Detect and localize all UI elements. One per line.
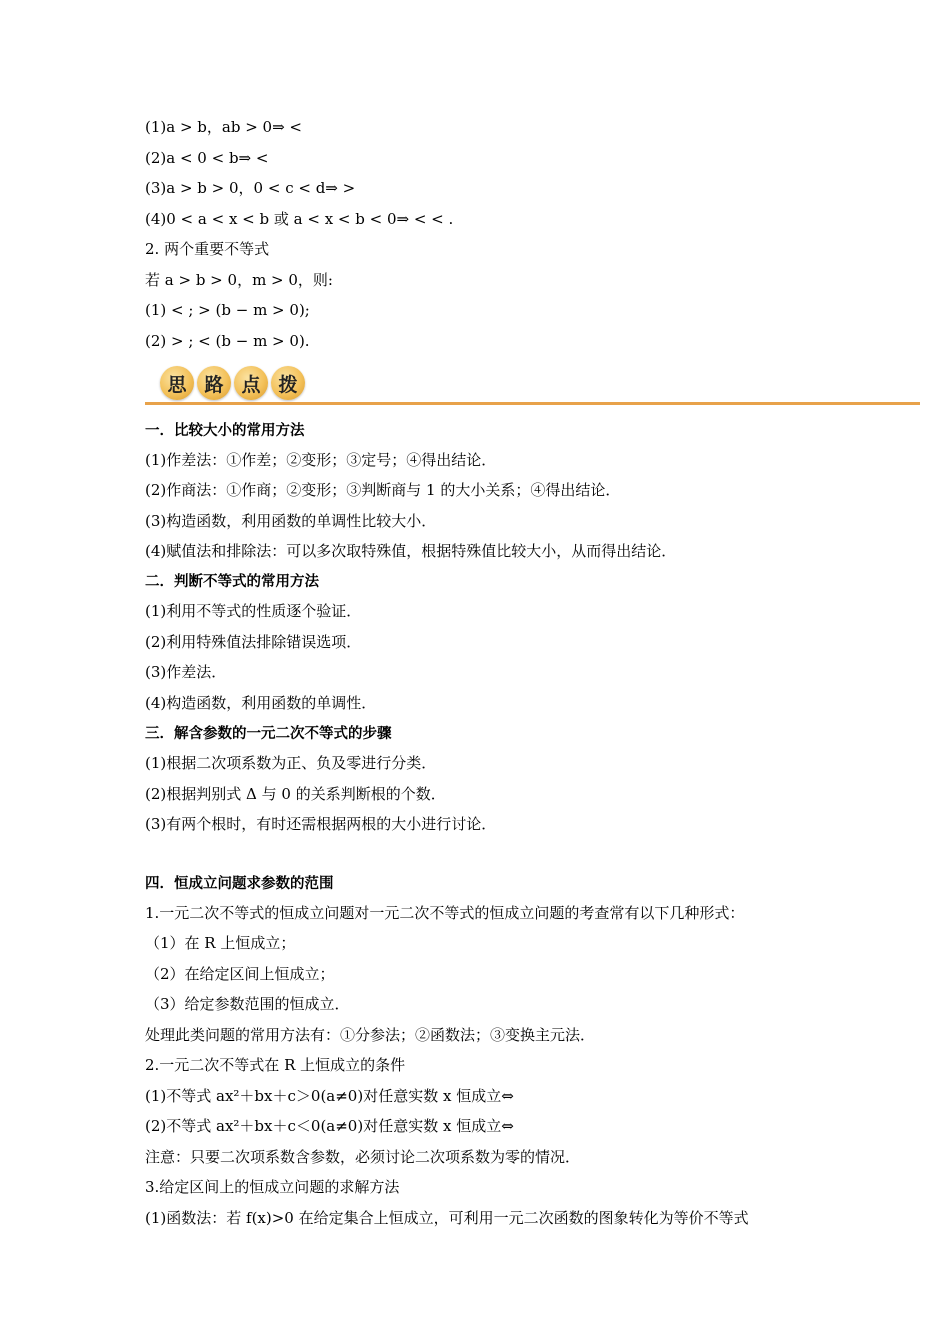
text-line: (1) < ; > (b − m > 0); — [145, 301, 310, 319]
text-line: (3)有两个根时，有时还需根据两根的大小进行讨论． — [145, 815, 497, 833]
banner-char: 点 — [234, 366, 268, 400]
text-line: (2) > ; < (b − m > 0). — [145, 332, 310, 350]
banner-divider — [145, 402, 920, 405]
section-heading: 一．比较大小的常用方法 — [145, 423, 305, 439]
text-line: (2)利用特殊值法排除错误选项． — [145, 633, 362, 651]
text-line: (4)构造函数，利用函数的单调性． — [145, 694, 377, 712]
text-line: 若 a > b > 0，m > 0，则: — [145, 271, 333, 289]
text-line: (1)不等式 ax²＋bx＋c＞0(a≠0)对任意实数 x 恒成立⇔ — [145, 1087, 514, 1105]
text-line: (3)作差法． — [145, 663, 227, 681]
text-line: 2. 两个重要不等式 — [145, 240, 270, 258]
section-heading: 三．解含参数的一元二次不等式的步骤 — [145, 726, 392, 742]
section-heading: 四．恒成立问题求参数的范围 — [145, 876, 334, 892]
text-line: (2)作商法：①作商；②变形；③判断商与 1 的大小关系；④得出结论． — [145, 481, 621, 499]
banner-char: 思 — [160, 366, 194, 400]
text-line: (1)根据二次项系数为正、负及零进行分类． — [145, 754, 437, 772]
text-line: (3)a > b > 0，0 < c < d⇒ > — [145, 179, 356, 197]
text-line: （2）在给定区间上恒成立； — [145, 965, 335, 983]
text-line: (4)0 < a < x < b 或 a < x < b < 0⇒ < < . — [145, 210, 454, 228]
text-line: (1)a > b，ab > 0⇒ < — [145, 118, 302, 136]
section-banner — [160, 363, 308, 403]
section-heading: 二．判断不等式的常用方法 — [145, 574, 319, 590]
text-line: 3.给定区间上的恒成立问题的求解方法 — [145, 1178, 400, 1196]
text-line: 处理此类问题的常用方法有：①分参法；②函数法；③变换主元法． — [145, 1026, 596, 1044]
text-line: (2)a < 0 < b⇒ < — [145, 149, 269, 167]
text-line: (2)根据判别式 Δ 与 0 的关系判断根的个数． — [145, 785, 446, 803]
text-line: 注意：只要二次项系数含参数，必须讨论二次项系数为零的情况． — [145, 1148, 581, 1166]
text-line: (1)函数法：若 f(x)>0 在给定集合上恒成立，可利用一元二次函数的图象转化为等价不等式 — [145, 1209, 749, 1227]
text-line: 2.一元二次不等式在 R 上恒成立的条件 — [145, 1056, 406, 1074]
text-line: (1)作差法：①作差；②变形；③定号；④得出结论． — [145, 451, 497, 469]
text-line: 1.一元二次不等式的恒成立问题对一元二次不等式的恒成立问题的考查常有以下几种形式： — [145, 904, 745, 922]
text-line: (2)不等式 ax²＋bx＋c＜0(a≠0)对任意实数 x 恒成立⇔ — [145, 1117, 514, 1135]
text-line: （3）给定参数范围的恒成立． — [145, 995, 350, 1013]
banner-char: 路 — [197, 366, 231, 400]
text-line: （1）在 R 上恒成立； — [145, 934, 296, 952]
text-line: (4)赋值法和排除法：可以多次取特殊值，根据特殊值比较大小，从而得出结论． — [145, 542, 677, 560]
banner-char: 拨 — [271, 366, 305, 400]
text-line: (3)构造函数，利用函数的单调性比较大小． — [145, 512, 437, 530]
text-line: (1)利用不等式的性质逐个验证． — [145, 602, 362, 620]
